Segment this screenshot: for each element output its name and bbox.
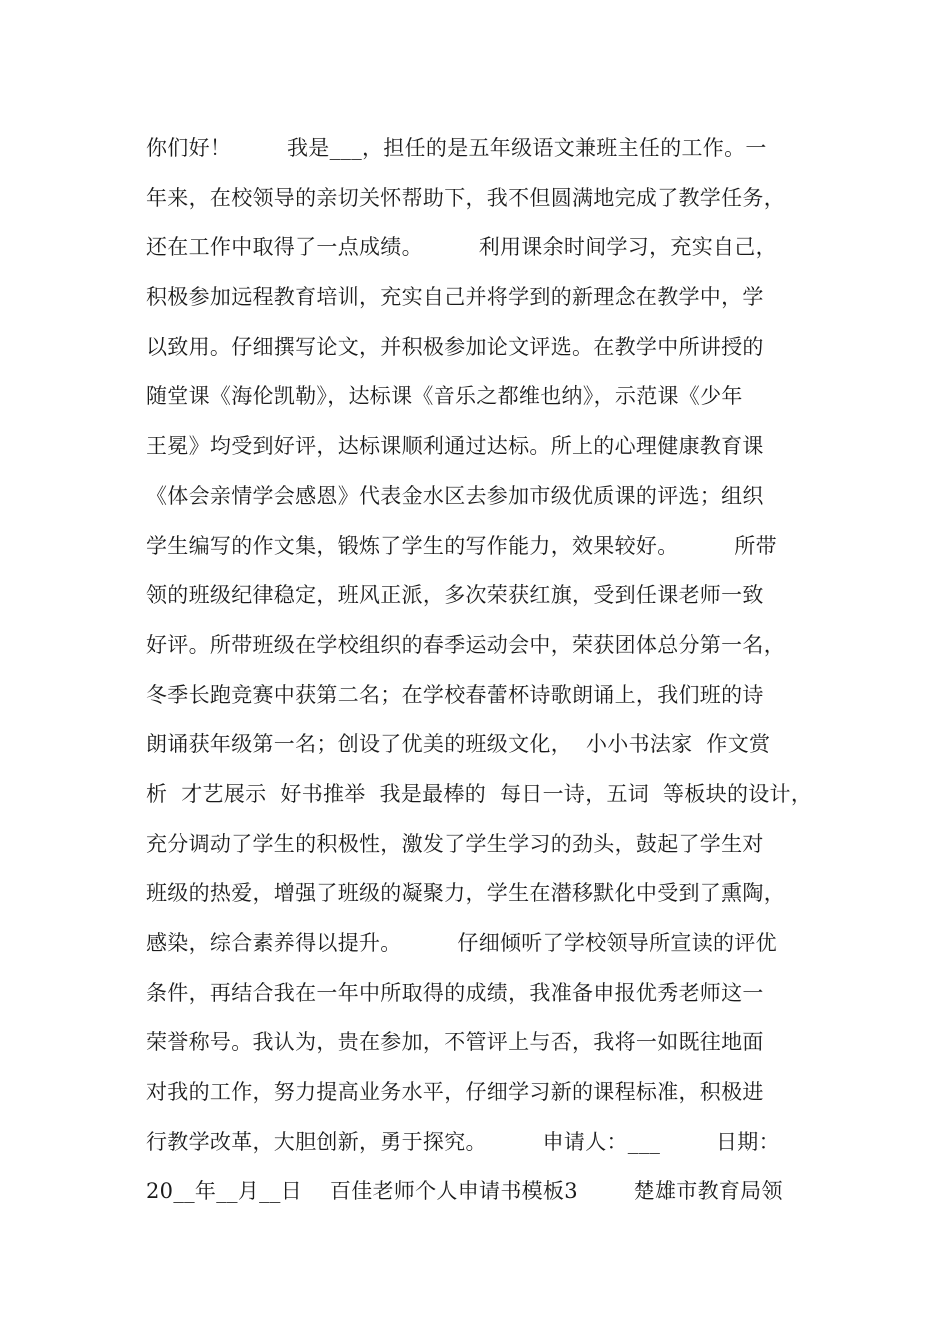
text-line: 学生编写的作文集，锻炼了学生的写作能力，效果较好。 所带 (146, 533, 777, 558)
text-line: 《体会亲情学会感恩》代表金水区去参加市级优质课的评选；组织 (146, 483, 764, 508)
document-body (146, 124, 826, 1217)
text-line: 好评。所带班级在学校组织的春季运动会中，荣获团体总分第一名， (146, 632, 785, 657)
text-line: 随堂课《海伦凯勒》，达标课《音乐之都维也纳》，示范课《少年 (146, 384, 743, 409)
text-line: 感染，综合素养得以提升。 仔细倾听了学校领导所宣读的评优 (146, 931, 777, 955)
text-line: 班级的热爱，增强了班级的凝聚力，学生在潜移默化中受到了熏陶， (146, 881, 785, 906)
text-line: 充分调动了学生的积极性，激发了学生学习的劲头，鼓起了学生对 (146, 831, 764, 856)
text-line: 朗诵获年级第一名；创设了优美的班级文化， 小小书法家 作文赏 (146, 732, 771, 757)
text-line: 冬季长跑竞赛中获第二名；在学校春蕾杯诗歌朗诵上，我们班的诗 (146, 682, 764, 707)
text-line: 荣誉称号。我认为，贵在参加，不管评上与否，我将一如既往地面 (146, 1030, 764, 1055)
text-line: 你们好！ 我是___，担任的是五年级语文兼班主任的工作。一 (146, 136, 767, 160)
text-line: 析 才艺展示 好书推举 我是最棒的 每日一诗，五词 等板块的设计， (146, 781, 813, 806)
text-line: 年来，在校领导的亲切关怀帮助下，我不但圆满地完成了教学任务， (146, 185, 785, 210)
text-line: 积极参加远程教育培训，充实自己并将学到的新理念在教学中，学 (146, 285, 764, 310)
text-line: 王冕》均受到好评，达标课顺利通过达标。所上的心理健康教育课 (146, 434, 764, 459)
text-line: 20__年__月__日 百佳老师个人申请书模板3 楚雄市教育局领 (146, 1179, 783, 1204)
text-line: 条件，再结合我在一年中所取得的成绩，我准备申报优秀老师这一 (146, 980, 764, 1005)
text-line: 对我的工作，努力提高业务水平，仔细学习新的课程标准，积极进 (146, 1080, 764, 1105)
text-line: 以致用。仔细撰写论文，并积极参加论文评选。在教学中所讲授的 (146, 334, 764, 359)
text-line: 领的班级纪律稳定，班风正派，多次荣获红旗，受到任课老师一致 (146, 583, 764, 608)
text-line: 行教学改革，大胆创新，勇于探究。 申请人：___ 日期： (146, 1129, 780, 1154)
text-line: 还在工作中取得了一点成绩。 利用课余时间学习，充实自己， (146, 235, 777, 260)
